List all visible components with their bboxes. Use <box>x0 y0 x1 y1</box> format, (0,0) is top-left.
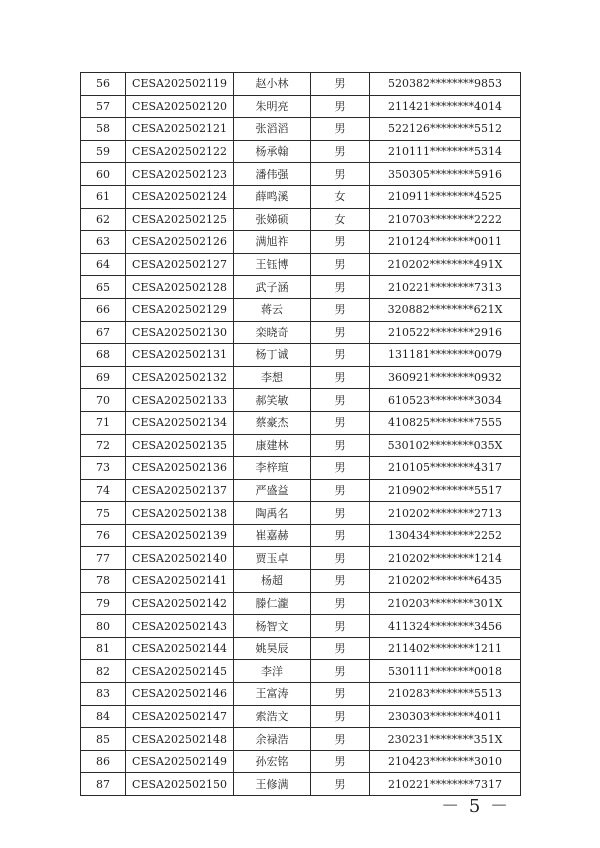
gender-cell: 男 <box>311 321 370 344</box>
candidate-id-cell: CESA202502130 <box>126 321 234 344</box>
name-cell: 李洋 <box>234 660 311 683</box>
candidate-id-cell: CESA202502142 <box>126 592 234 615</box>
candidate-id-cell: CESA202502127 <box>126 253 234 276</box>
name-cell: 姚昊辰 <box>234 637 311 660</box>
gender-cell: 男 <box>311 705 370 728</box>
roster-table <box>80 72 521 796</box>
name-cell: 孙宏铭 <box>234 750 311 773</box>
gender-cell: 男 <box>311 366 370 389</box>
name-cell: 王钰博 <box>234 253 311 276</box>
table-row <box>81 344 521 367</box>
name-cell: 朱明亮 <box>234 95 311 118</box>
id-card-cell: 210911********4525 <box>370 185 521 208</box>
candidate-id-cell: CESA202502143 <box>126 615 234 638</box>
id-card-cell: 131181********0079 <box>370 344 521 367</box>
table-row <box>81 208 521 231</box>
table-row <box>81 683 521 706</box>
id-card-cell: 230303********4011 <box>370 705 521 728</box>
id-card-cell: 530102********035X <box>370 434 521 457</box>
serial-number-cell: 82 <box>81 660 126 683</box>
candidate-id-cell: CESA202502139 <box>126 524 234 547</box>
candidate-id-cell: CESA202502134 <box>126 411 234 434</box>
id-card-cell: 360921********0932 <box>370 366 521 389</box>
gender-cell: 男 <box>311 479 370 502</box>
serial-number-cell: 77 <box>81 547 126 570</box>
table-row <box>81 253 521 276</box>
candidate-id-cell: CESA202502131 <box>126 344 234 367</box>
serial-number-cell: 86 <box>81 750 126 773</box>
gender-cell: 男 <box>311 344 370 367</box>
gender-cell: 男 <box>311 750 370 773</box>
id-card-cell: 610523********3034 <box>370 389 521 412</box>
id-card-cell: 230231********351X <box>370 728 521 751</box>
gender-cell: 男 <box>311 253 370 276</box>
gender-cell: 男 <box>311 637 370 660</box>
table-row <box>81 118 521 141</box>
name-cell: 王修满 <box>234 773 311 796</box>
table-row <box>81 728 521 751</box>
serial-number-cell: 84 <box>81 705 126 728</box>
id-card-cell: 210703********2222 <box>370 208 521 231</box>
gender-cell: 男 <box>311 411 370 434</box>
candidate-id-cell: CESA202502129 <box>126 298 234 321</box>
serial-number-cell: 73 <box>81 457 126 480</box>
serial-number-cell: 57 <box>81 95 126 118</box>
table-row <box>81 389 521 412</box>
serial-number-cell: 75 <box>81 502 126 525</box>
table-row <box>81 231 521 254</box>
serial-number-cell: 69 <box>81 366 126 389</box>
id-card-cell: 210202********491X <box>370 253 521 276</box>
gender-cell: 男 <box>311 615 370 638</box>
serial-number-cell: 66 <box>81 298 126 321</box>
name-cell: 武子涵 <box>234 276 311 299</box>
gender-cell: 男 <box>311 457 370 480</box>
serial-number-cell: 71 <box>81 411 126 434</box>
table-row <box>81 321 521 344</box>
id-card-cell: 210202********1214 <box>370 547 521 570</box>
table-row <box>81 95 521 118</box>
name-cell: 严盛益 <box>234 479 311 502</box>
candidate-id-cell: CESA202502140 <box>126 547 234 570</box>
gender-cell: 男 <box>311 524 370 547</box>
gender-cell: 男 <box>311 276 370 299</box>
gender-cell: 男 <box>311 118 370 141</box>
candidate-id-cell: CESA202502128 <box>126 276 234 299</box>
serial-number-cell: 81 <box>81 637 126 660</box>
serial-number-cell: 61 <box>81 185 126 208</box>
id-card-cell: 211421********4014 <box>370 95 521 118</box>
id-card-cell: 210221********7313 <box>370 276 521 299</box>
candidate-id-cell: CESA202502136 <box>126 457 234 480</box>
name-cell: 蔡豪杰 <box>234 411 311 434</box>
gender-cell: 男 <box>311 547 370 570</box>
candidate-id-cell: CESA202502147 <box>126 705 234 728</box>
name-cell: 康建林 <box>234 434 311 457</box>
table-row <box>81 434 521 457</box>
candidate-id-cell: CESA202502138 <box>126 502 234 525</box>
candidate-id-cell: CESA202502132 <box>126 366 234 389</box>
gender-cell: 男 <box>311 73 370 96</box>
candidate-id-cell: CESA202502123 <box>126 163 234 186</box>
table-row <box>81 457 521 480</box>
id-card-cell: 210111********5314 <box>370 140 521 163</box>
name-cell: 张娣硕 <box>234 208 311 231</box>
id-card-cell: 350305********5916 <box>370 163 521 186</box>
id-card-cell: 210203********301X <box>370 592 521 615</box>
name-cell: 薛鸣溪 <box>234 185 311 208</box>
candidate-id-cell: CESA202502141 <box>126 570 234 593</box>
id-card-cell: 410825********7555 <box>370 411 521 434</box>
id-card-cell: 210423********3010 <box>370 750 521 773</box>
table-row <box>81 750 521 773</box>
serial-number-cell: 70 <box>81 389 126 412</box>
gender-cell: 男 <box>311 389 370 412</box>
name-cell: 杨承翰 <box>234 140 311 163</box>
gender-cell: 男 <box>311 95 370 118</box>
roster-table-body <box>81 73 521 796</box>
table-row <box>81 298 521 321</box>
gender-cell: 女 <box>311 185 370 208</box>
table-row <box>81 163 521 186</box>
name-cell: 杨丁诚 <box>234 344 311 367</box>
gender-cell: 男 <box>311 683 370 706</box>
serial-number-cell: 64 <box>81 253 126 276</box>
id-card-cell: 211402********1211 <box>370 637 521 660</box>
name-cell: 蒋云 <box>234 298 311 321</box>
id-card-cell: 210283********5513 <box>370 683 521 706</box>
gender-cell: 男 <box>311 502 370 525</box>
serial-number-cell: 72 <box>81 434 126 457</box>
candidate-id-cell: CESA202502148 <box>126 728 234 751</box>
table-row <box>81 73 521 96</box>
table-row <box>81 570 521 593</box>
gender-cell: 男 <box>311 231 370 254</box>
candidate-id-cell: CESA202502145 <box>126 660 234 683</box>
serial-number-cell: 68 <box>81 344 126 367</box>
name-cell: 张滔滔 <box>234 118 311 141</box>
gender-cell: 男 <box>311 592 370 615</box>
table-row <box>81 502 521 525</box>
candidate-id-cell: CESA202502122 <box>126 140 234 163</box>
name-cell: 栾晓奇 <box>234 321 311 344</box>
serial-number-cell: 83 <box>81 683 126 706</box>
table-row <box>81 524 521 547</box>
id-card-cell: 210221********7317 <box>370 773 521 796</box>
serial-number-cell: 87 <box>81 773 126 796</box>
name-cell: 崔嘉赫 <box>234 524 311 547</box>
id-card-cell: 320882********621X <box>370 298 521 321</box>
gender-cell: 男 <box>311 660 370 683</box>
gender-cell: 男 <box>311 728 370 751</box>
candidate-id-cell: CESA202502135 <box>126 434 234 457</box>
name-cell: 满旭祚 <box>234 231 311 254</box>
table-row <box>81 705 521 728</box>
name-cell: 贾玉卓 <box>234 547 311 570</box>
gender-cell: 男 <box>311 163 370 186</box>
candidate-id-cell: CESA202502120 <box>126 95 234 118</box>
name-cell: 潘伟强 <box>234 163 311 186</box>
gender-cell: 男 <box>311 773 370 796</box>
name-cell: 余禄浩 <box>234 728 311 751</box>
gender-cell: 男 <box>311 434 370 457</box>
serial-number-cell: 60 <box>81 163 126 186</box>
name-cell: 李梓瑄 <box>234 457 311 480</box>
table-row <box>81 276 521 299</box>
name-cell: 李想 <box>234 366 311 389</box>
serial-number-cell: 62 <box>81 208 126 231</box>
id-card-cell: 210105********4317 <box>370 457 521 480</box>
serial-number-cell: 56 <box>81 73 126 96</box>
serial-number-cell: 59 <box>81 140 126 163</box>
gender-cell: 男 <box>311 298 370 321</box>
serial-number-cell: 67 <box>81 321 126 344</box>
table-row <box>81 411 521 434</box>
candidate-id-cell: CESA202502125 <box>126 208 234 231</box>
serial-number-cell: 74 <box>81 479 126 502</box>
name-cell: 陶禹名 <box>234 502 311 525</box>
serial-number-cell: 85 <box>81 728 126 751</box>
page-number: － 5 － <box>441 796 510 817</box>
id-card-cell: 210202********2713 <box>370 502 521 525</box>
table-row <box>81 592 521 615</box>
serial-number-cell: 78 <box>81 570 126 593</box>
candidate-id-cell: CESA202502121 <box>126 118 234 141</box>
candidate-id-cell: CESA202502126 <box>126 231 234 254</box>
gender-cell: 男 <box>311 140 370 163</box>
serial-number-cell: 79 <box>81 592 126 615</box>
name-cell: 索浩文 <box>234 705 311 728</box>
candidate-id-cell: CESA202502124 <box>126 185 234 208</box>
table-row <box>81 479 521 502</box>
id-card-cell: 210124********0011 <box>370 231 521 254</box>
table-row <box>81 140 521 163</box>
table-row <box>81 637 521 660</box>
table-row <box>81 185 521 208</box>
name-cell: 赵小林 <box>234 73 311 96</box>
name-cell: 郝笑敏 <box>234 389 311 412</box>
candidate-id-cell: CESA202502133 <box>126 389 234 412</box>
id-card-cell: 130434********2252 <box>370 524 521 547</box>
table-row <box>81 366 521 389</box>
gender-cell: 女 <box>311 208 370 231</box>
candidate-id-cell: CESA202502146 <box>126 683 234 706</box>
table-row <box>81 660 521 683</box>
serial-number-cell: 65 <box>81 276 126 299</box>
candidate-id-cell: CESA202502150 <box>126 773 234 796</box>
table-row <box>81 615 521 638</box>
id-card-cell: 530111********0018 <box>370 660 521 683</box>
candidate-id-cell: CESA202502144 <box>126 637 234 660</box>
id-card-cell: 522126********5512 <box>370 118 521 141</box>
id-card-cell: 520382********9853 <box>370 73 521 96</box>
name-cell: 杨超 <box>234 570 311 593</box>
id-card-cell: 411324********3456 <box>370 615 521 638</box>
name-cell: 王富涛 <box>234 683 311 706</box>
serial-number-cell: 80 <box>81 615 126 638</box>
name-cell: 杨智文 <box>234 615 311 638</box>
candidate-id-cell: CESA202502119 <box>126 73 234 96</box>
table-row <box>81 547 521 570</box>
candidate-id-cell: CESA202502137 <box>126 479 234 502</box>
candidate-id-cell: CESA202502149 <box>126 750 234 773</box>
id-card-cell: 210522********2916 <box>370 321 521 344</box>
id-card-cell: 210202********6435 <box>370 570 521 593</box>
serial-number-cell: 76 <box>81 524 126 547</box>
serial-number-cell: 63 <box>81 231 126 254</box>
gender-cell: 男 <box>311 570 370 593</box>
name-cell: 滕仁瀧 <box>234 592 311 615</box>
serial-number-cell: 58 <box>81 118 126 141</box>
id-card-cell: 210902********5517 <box>370 479 521 502</box>
